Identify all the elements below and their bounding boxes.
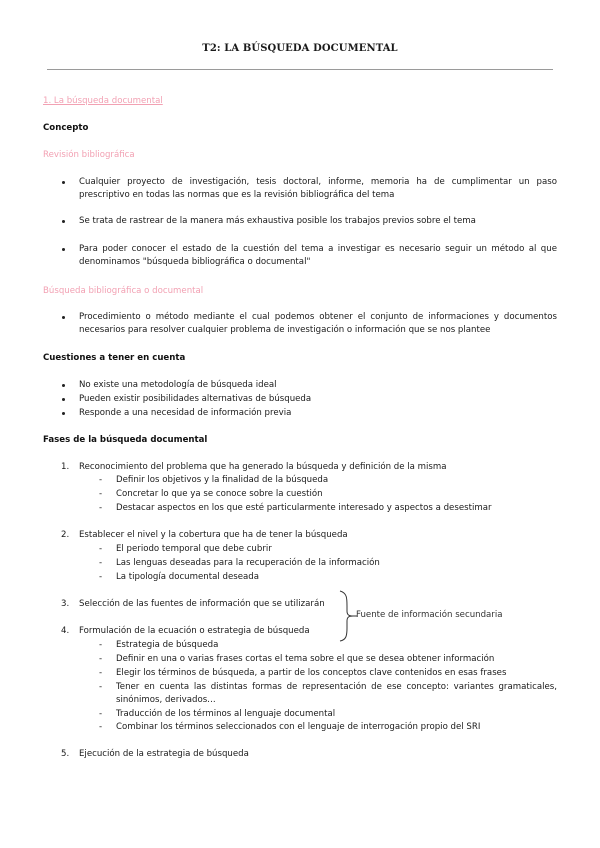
fase-number: 4. xyxy=(61,626,70,636)
sub-item: Definir los objetivos y la finalidad de la búsqueda xyxy=(116,475,329,485)
sub-dash: - xyxy=(99,668,103,678)
page-title: T2: LA BÚSQUEDA DOCUMENTAL xyxy=(202,43,398,54)
sub-item: Tener en cuenta las distintas formas de representación de ese concepto: variantes gramaticales, sinónimos, derivados… xyxy=(116,682,557,705)
sub-item: Combinar los términos seleccionados con el lenguaje de interrogación propio del SRI xyxy=(116,722,481,732)
sub-dash: - xyxy=(99,654,103,664)
sub-dash: - xyxy=(99,572,103,582)
sub-item: Definir en una o varias frases cortas el tema sobre el que se desea obtener información xyxy=(116,654,495,664)
revision-bullet-3: Para poder conocer el estado de la cuestión del tema a investigar es necesario seguir un método al que denominamos "búsqueda bibliográfica o documental" xyxy=(79,244,557,267)
fase-text: Formulación de la ecuación o estrategia de búsqueda xyxy=(79,626,310,636)
sub-item: Traducción de los términos al lenguaje documental xyxy=(116,709,336,719)
sub-item: Elegir los términos de búsqueda, a partir de los conceptos clave contenidos en esas frases xyxy=(116,668,507,678)
sub-dash: - xyxy=(99,544,103,554)
fase-text: Ejecución de la estrategia de búsqueda xyxy=(79,749,249,759)
revision-bullet-1: Cualquier proyecto de investigación, tesis doctoral, informe, memoria ha de cumplimentar un paso prescriptivo en todas las normas que es la revisión bibliográfica del tema xyxy=(79,177,557,200)
sub-dash: - xyxy=(99,682,103,692)
title-divider xyxy=(47,69,553,70)
busqueda-bullet-1: Procedimiento o método mediante el cual podemos obtener el conjunto de informaciones y documentos necesarios para resolver cualquier problema de investigación o información que se nos plantee xyxy=(79,312,557,335)
cuestiones-heading: Cuestiones a tener en cuenta xyxy=(43,353,186,363)
cuestiones-bullet-2: Pueden existir posibilidades alternativas de búsqueda xyxy=(79,393,557,406)
annotation-text: Fuente de información secundaria xyxy=(356,610,503,620)
cuestiones-bullet-3: Responde a una necesidad de información previa xyxy=(79,407,557,420)
sub-dash: - xyxy=(99,640,103,650)
sub-dash: - xyxy=(99,489,103,499)
concepto-heading: Concepto xyxy=(43,123,89,133)
sub-dash: - xyxy=(99,722,103,732)
fase-text: Selección de las fuentes de información que se utilizarán xyxy=(79,599,325,609)
cuestiones-bullet-1: No existe una metodología de búsqueda ideal xyxy=(79,379,557,392)
fase-number: 3. xyxy=(61,599,70,609)
sub-item: El periodo temporal que debe cubrir xyxy=(116,544,272,554)
fase-text: Establecer el nivel y la cobertura que ha de tener la búsqueda xyxy=(79,530,348,540)
sub-dash: - xyxy=(99,558,103,568)
revision-bullet-2: Se trata de rastrear de la manera más exhaustiva posible los trabajos previos sobre el tema xyxy=(79,215,557,228)
sub-item: Concretar lo que ya se conoce sobre la cuestión xyxy=(116,489,323,499)
busqueda-heading: Búsqueda bibliográfica o documental xyxy=(43,286,204,296)
revision-heading: Revisión bibliográfica xyxy=(43,150,135,160)
fase-number: 5. xyxy=(61,749,70,759)
fase-text: Reconocimiento del problema que ha generado la búsqueda y definición de la misma xyxy=(79,462,447,472)
fase-number: 1. xyxy=(61,462,70,472)
sub-dash: - xyxy=(99,503,103,513)
fase-number: 2. xyxy=(61,530,70,540)
sub-dash: - xyxy=(99,709,103,719)
sub-item: Estrategia de búsqueda xyxy=(116,640,219,650)
fases-heading: Fases de la búsqueda documental xyxy=(43,435,208,445)
sub-item: La tipología documental deseada xyxy=(116,572,259,582)
sub-dash: - xyxy=(99,475,103,485)
sub-item: Las lenguas deseadas para la recuperación de la información xyxy=(116,558,380,568)
sub-item: Destacar aspectos en los que esté particularmente interesado y aspectos a desestimar xyxy=(116,503,492,513)
section-link[interactable]: 1. La búsqueda documental xyxy=(43,96,163,106)
